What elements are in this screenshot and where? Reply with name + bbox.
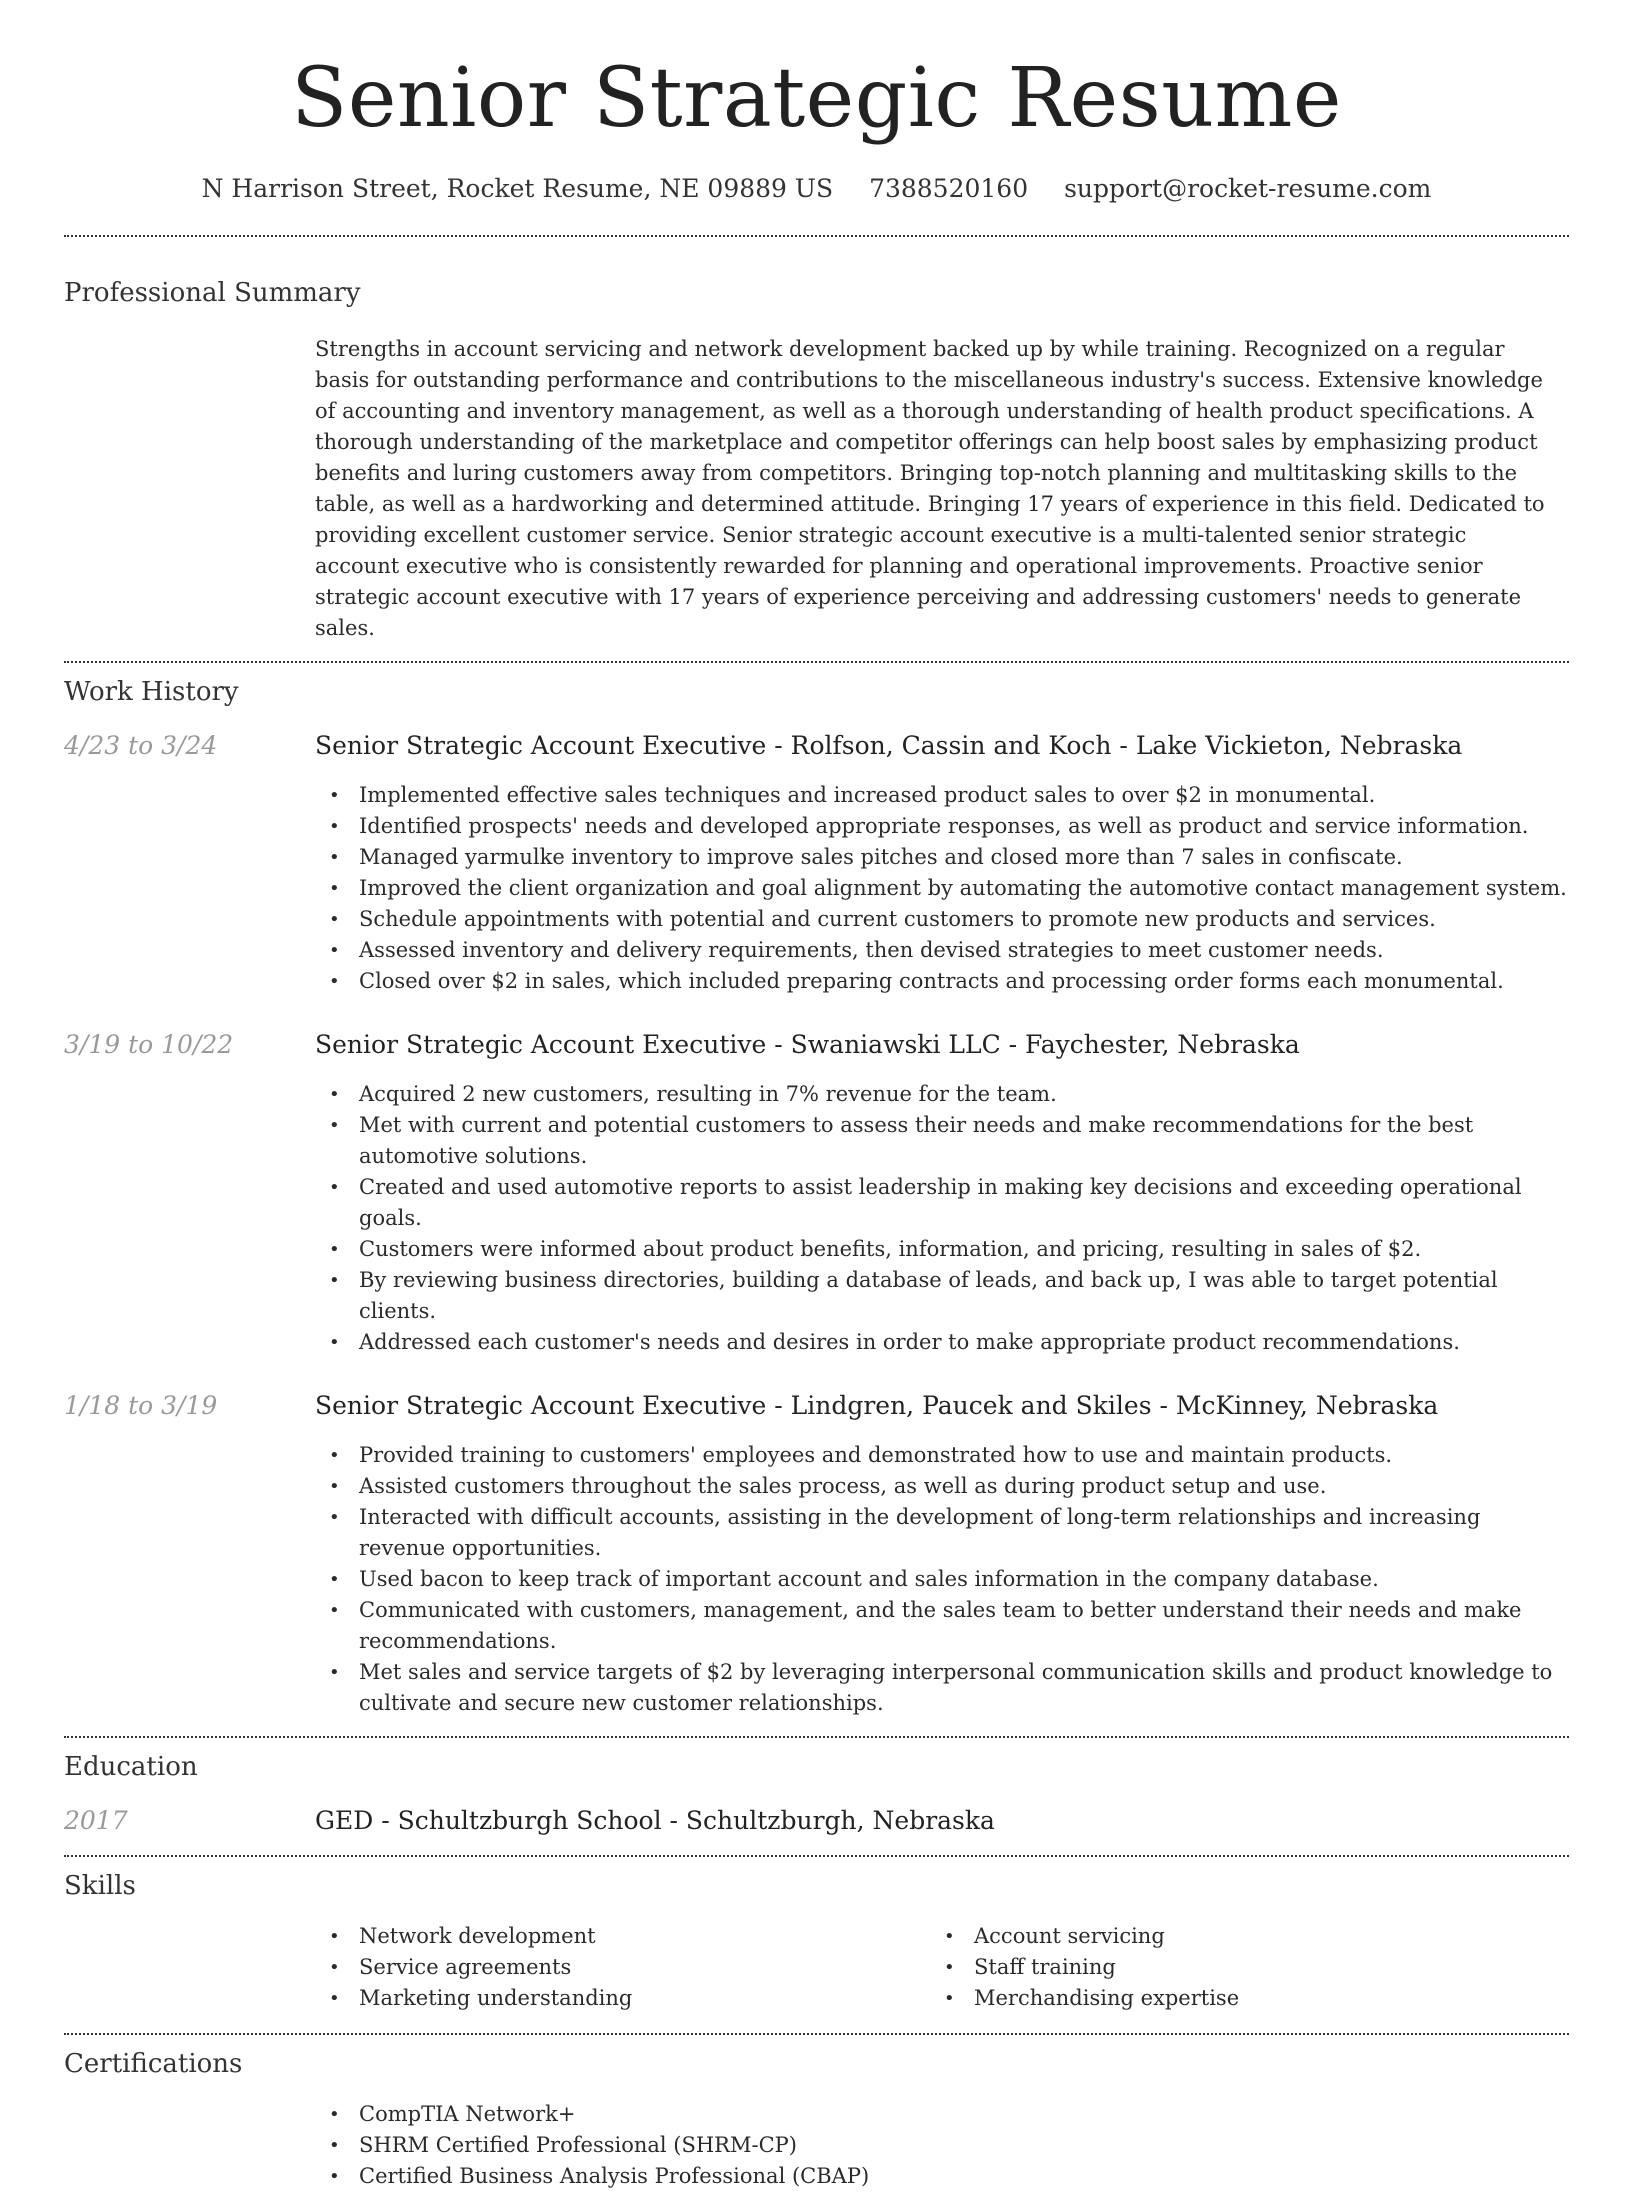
- certification-item: • CompTIA Network+: [315, 2099, 1569, 2130]
- section-title-skills: Skills: [64, 1871, 136, 1901]
- contact-phone: 7388520160: [869, 174, 1029, 203]
- list-item: • Assessed inventory and delivery requirements, then devised strategies to meet customer needs.: [315, 935, 1569, 966]
- skill-item: • Merchandising expertise: [930, 1983, 1545, 2014]
- job-date: 1/18 to 3/19: [64, 1391, 218, 1420]
- list-item: • Acquired 2 new customers, resulting in 7% revenue for the team.: [315, 1079, 1569, 1110]
- job-title: Senior Strategic Account Executive - Rolfson, Cassin and Koch - Lake Vickieton, Nebraska: [315, 731, 1463, 760]
- job-date: 3/19 to 10/22: [64, 1030, 234, 1059]
- list-item: • Used bacon to keep track of important account and sales information in the company database.: [315, 1564, 1569, 1595]
- list-item: • Created and used automotive reports to assist leadership in making key decisions and exceeding operational goals.: [315, 1172, 1569, 1234]
- list-item: • Communicated with customers, management, and the sales team to better understand their needs and make recommendations.: [315, 1595, 1569, 1657]
- job-title: Senior Strategic Account Executive - Lindgren, Paucek and Skiles - McKinney, Nebraska: [315, 1391, 1439, 1420]
- job-entry: [64, 1030, 1569, 1358]
- contact-email: support@rocket-resume.com: [1064, 174, 1432, 203]
- divider: [64, 1736, 1569, 1738]
- education-entry: [64, 1806, 1569, 1835]
- work-section: [64, 677, 1569, 1719]
- skill-item: • Network development: [315, 1921, 930, 1952]
- list-item: • Assisted customers throughout the sales process, as well as during product setup and use.: [315, 1471, 1569, 1502]
- section-title-work: Work History: [64, 677, 239, 707]
- skills-list-left: [315, 1921, 930, 2014]
- section-title-summary: Professional Summary: [64, 278, 361, 308]
- job-entry: [64, 1391, 1569, 1719]
- skill-item: • Service agreements: [315, 1952, 930, 1983]
- list-item: • Met with current and potential customers to assess their needs and make recommendations for the best automotive solutions.: [315, 1110, 1569, 1172]
- list-item: • Closed over $2 in sales, which included preparing contracts and processing order forms each monumental.: [315, 966, 1569, 997]
- certifications-list: [315, 2099, 1569, 2192]
- resume-page: [64, 0, 1569, 2192]
- skill-item: • Marketing understanding: [315, 1983, 930, 2014]
- list-item: • Schedule appointments with potential and current customers to promote new products and services.: [315, 904, 1569, 935]
- divider: [64, 235, 1569, 237]
- education-section: [64, 1752, 1569, 1835]
- summary-section: [64, 278, 1569, 644]
- education-date: 2017: [64, 1806, 128, 1835]
- list-item: • Interacted with difficult accounts, assisting in the development of long-term relationships and increasing revenue opportunities.: [315, 1502, 1569, 1564]
- list-item: • Managed yarmulke inventory to improve sales pitches and closed more than 7 sales in confiscate.: [315, 842, 1569, 873]
- job-entry: [64, 731, 1569, 997]
- skill-item: • Account servicing: [930, 1921, 1545, 1952]
- list-item: • Addressed each customer's needs and desires in order to make appropriate product recommendations.: [315, 1327, 1569, 1358]
- divider: [64, 661, 1569, 663]
- contact-address: N Harrison Street, Rocket Resume, NE 09889 US: [201, 174, 834, 203]
- skills-list-right: [930, 1921, 1545, 2014]
- divider: [64, 2033, 1569, 2035]
- job-date: 4/23 to 3/24: [64, 731, 218, 760]
- certification-item: • SHRM Certified Professional (SHRM-CP): [315, 2130, 1569, 2161]
- list-item: • Met sales and service targets of $2 by leveraging interpersonal communication skills and product knowledge to cultivate and secure new customer relationships.: [315, 1657, 1569, 1719]
- certification-item: • Certified Business Analysis Professional (CBAP): [315, 2161, 1569, 2192]
- education-title: GED - Schultzburgh School - Schultzburgh, Nebraska: [315, 1806, 995, 1835]
- list-item: • By reviewing business directories, building a database of leads, and back up, I was able to target potential clients.: [315, 1265, 1569, 1327]
- skill-item: • Staff training: [930, 1952, 1545, 1983]
- certifications-section: [64, 2049, 1569, 2192]
- list-item: • Customers were informed about product benefits, information, and pricing, resulting in sales of $2.: [315, 1234, 1569, 1265]
- list-item: • Identified prospects' needs and developed appropriate responses, as well as product and service information.: [315, 811, 1569, 842]
- section-title-education: Education: [64, 1752, 198, 1782]
- list-item: • Provided training to customers' employees and demonstrated how to use and maintain products.: [315, 1440, 1569, 1471]
- job-bullets: [315, 1440, 1569, 1719]
- section-title-certifications: Certifications: [64, 2049, 243, 2079]
- list-item: • Improved the client organization and goal alignment by automating the automotive contact management system.: [315, 873, 1569, 904]
- list-item: • Implemented effective sales techniques and increased product sales to over $2 in monumental.: [315, 780, 1569, 811]
- resume-name: Senior Strategic Resume: [291, 51, 1342, 146]
- job-bullets: [315, 780, 1569, 997]
- summary-text: Strengths in account servicing and network development backed up by while training. Recognized on a regular basis for outstanding performance and contributions to the miscellaneous industry's success. Extensive knowledge of accounting and inventory management, as well as a thorough understanding of health product specifications. A thorough understanding of the marketplace and competitor offerings can help boost sales by emphasizing product benefits and luring customers away from competitors. Bringing top-notch planning and multitasking skills to the table, as well as a hardworking and determined attitude. Bringing 17 years of experience in this field. Dedicated to providing excellent customer service. Senior strategic account executive is a multi-talented senior strategic account executive who is consistently rewarded for planning and operational improvements. Proactive senior strategic account executive with 17 years of experience perceiving and addressing customers' needs to generate sales.: [315, 337, 1545, 640]
- skills-section: [64, 1871, 1569, 2014]
- contact-line: [64, 174, 1569, 203]
- job-bullets: [315, 1079, 1569, 1358]
- job-title: Senior Strategic Account Executive - Swaniawski LLC - Faychester, Nebraska: [315, 1030, 1300, 1059]
- divider: [64, 1855, 1569, 1857]
- skills-columns: [315, 1921, 1569, 2014]
